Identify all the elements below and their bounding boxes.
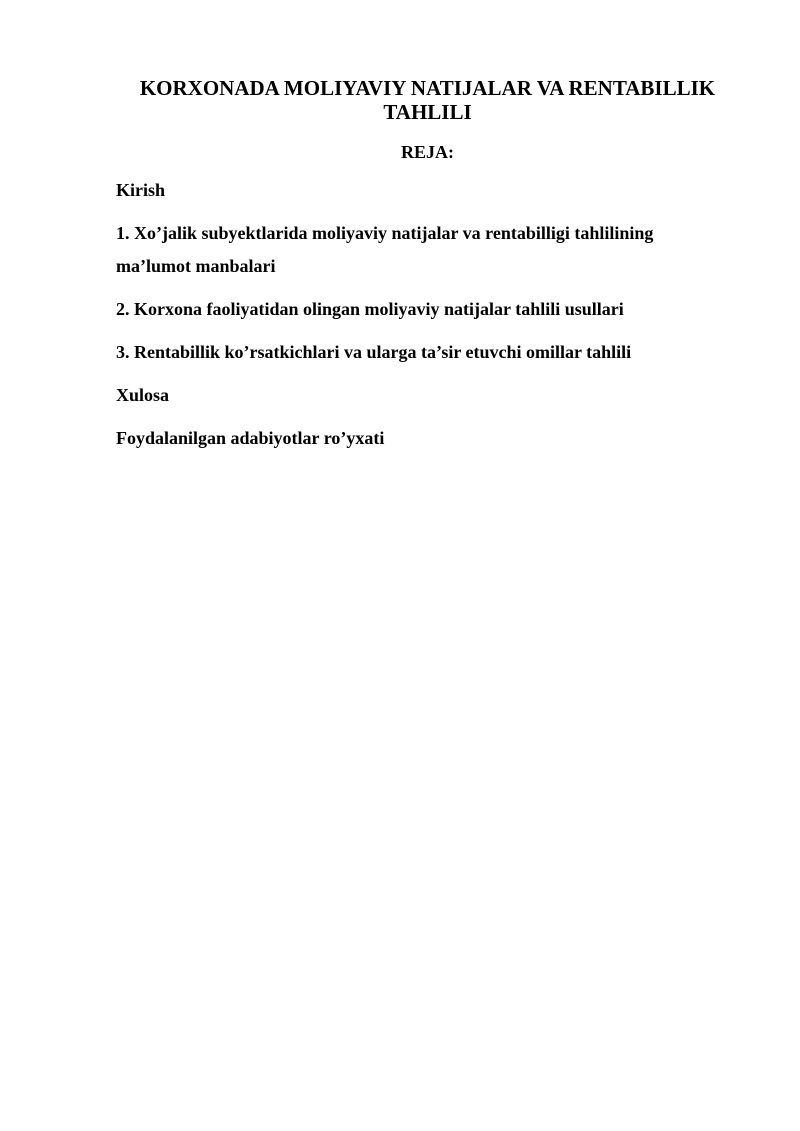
- document-title: KORXONADA MOLIYAVIY NATIJALAR VA RENTABILLIK TAHLILI: [139, 76, 716, 124]
- plan-item-1: 1. Xo’jalik subyektlarida moliyaviy natijalar va rentabilligi tahlilining ma’lumot manbalari: [116, 223, 654, 276]
- plan-item-introduction: Kirish: [116, 180, 166, 200]
- plan-heading: REJA:: [401, 142, 454, 162]
- plan-item-references: Foydalanilgan adabiyotlar ro’yxati: [116, 428, 385, 448]
- plan-item-3: 3. Rentabillik ko’rsatkichlari va ularga ta’sir etuvchi omillar tahlili: [116, 342, 632, 362]
- plan-item-2: 2. Korxona faoliyatidan olingan moliyaviy natijalar tahlili usullari: [116, 299, 624, 319]
- plan-list: [116, 174, 716, 465]
- plan-item-conclusion: Xulosa: [116, 385, 170, 405]
